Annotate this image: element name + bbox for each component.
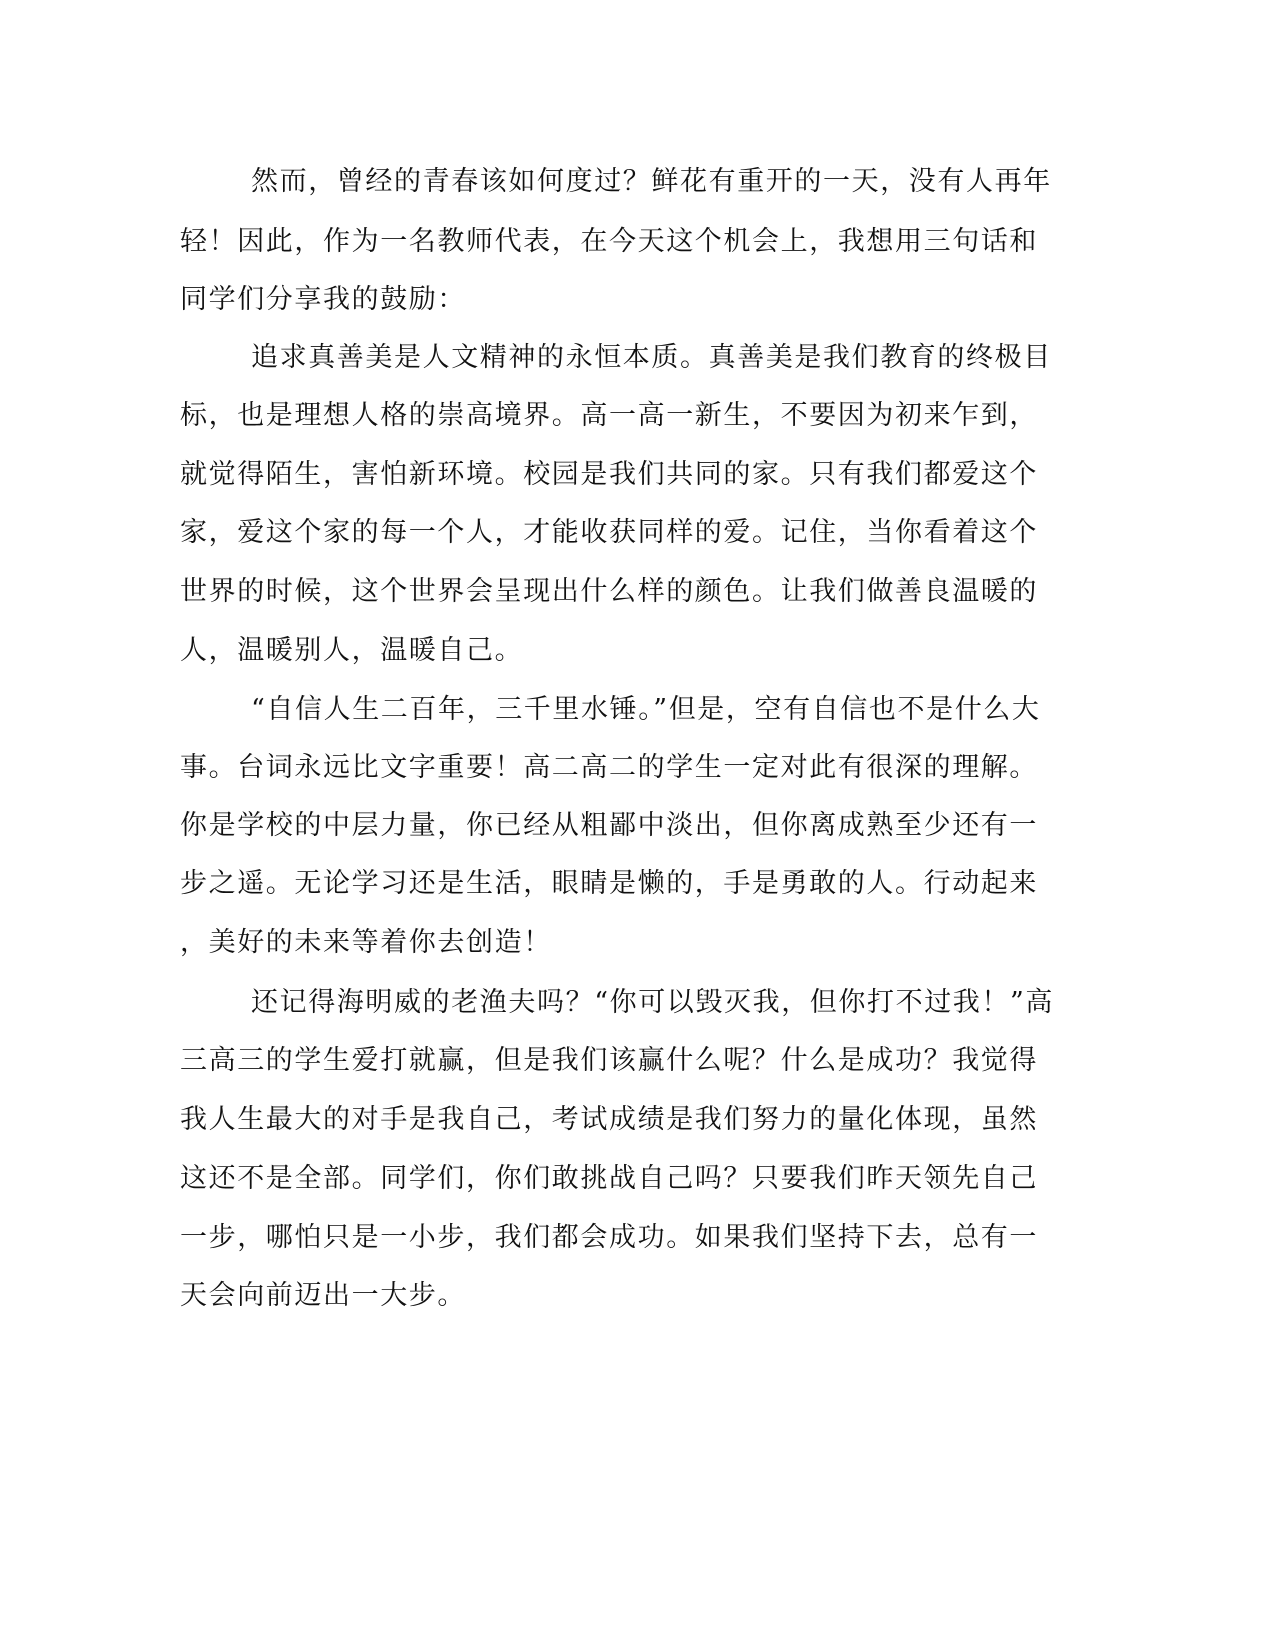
paragraph-line: 世界的时候，这个世界会呈现出什么样的颜色。让我们做善良温暖的	[180, 576, 1038, 607]
paragraph-line: “自信人生二百年，三千里水锤。”但是，空有自信也不是什么大	[251, 694, 1041, 725]
paragraph-line: ，美好的未来等着你去创造！	[180, 927, 552, 958]
paragraph-line: 你是学校的中层力量，你已经从粗鄙中淡出，但你离成熟至少还有一	[180, 810, 1038, 841]
paragraph-line: 这还不是全部。同学们，你们敢挑战自己吗？只要我们昨天领先自己	[180, 1163, 1038, 1194]
paragraph-line: 我人生最大的对手是我自己，考试成绩是我们努力的量化体现，虽然	[180, 1104, 1038, 1135]
paragraph-line: 轻！因此，作为一名教师代表，在今天这个机会上，我想用三句话和	[180, 226, 1038, 257]
paragraph-line: 天会向前迈出一大步。	[180, 1280, 466, 1311]
paragraph-line: 同学们分享我的鼓励：	[180, 284, 466, 315]
paragraph-line: 事。台词永远比文字重要！高二高二的学生一定对此有很深的理解。	[180, 752, 1038, 783]
paragraph-line: 还记得海明威的老渔夫吗？“你可以毁灭我，但你打不过我！”高	[251, 987, 1055, 1018]
paragraph-line: 标，也是理想人格的崇高境界。高一高一新生，不要因为初来乍到，	[180, 400, 1038, 431]
paragraph-line: 一步，哪怕只是一小步，我们都会成功。如果我们坚持下去，总有一	[180, 1222, 1038, 1253]
paragraph-line: 人，温暖别人，温暖自己。	[180, 635, 524, 666]
paragraph-line: 然而，曾经的青春该如何度过？鲜花有重开的一天，没有人再年	[251, 166, 1052, 197]
paragraph-line: 家，爱这个家的每一个人，才能收获同样的爱。记住，当你看着这个	[180, 517, 1038, 548]
paragraph-line: 三高三的学生爱打就赢，但是我们该赢什么呢？什么是成功？我觉得	[180, 1045, 1038, 1076]
paragraph-line: 就觉得陌生，害怕新环境。校园是我们共同的家。只有我们都爱这个	[180, 459, 1038, 490]
paragraph-line: 步之遥。无论学习还是生活，眼睛是懒的，手是勇敢的人。行动起来	[180, 868, 1038, 899]
paragraph-line: 追求真善美是人文精神的永恒本质。真善美是我们教育的终极目	[251, 342, 1052, 373]
